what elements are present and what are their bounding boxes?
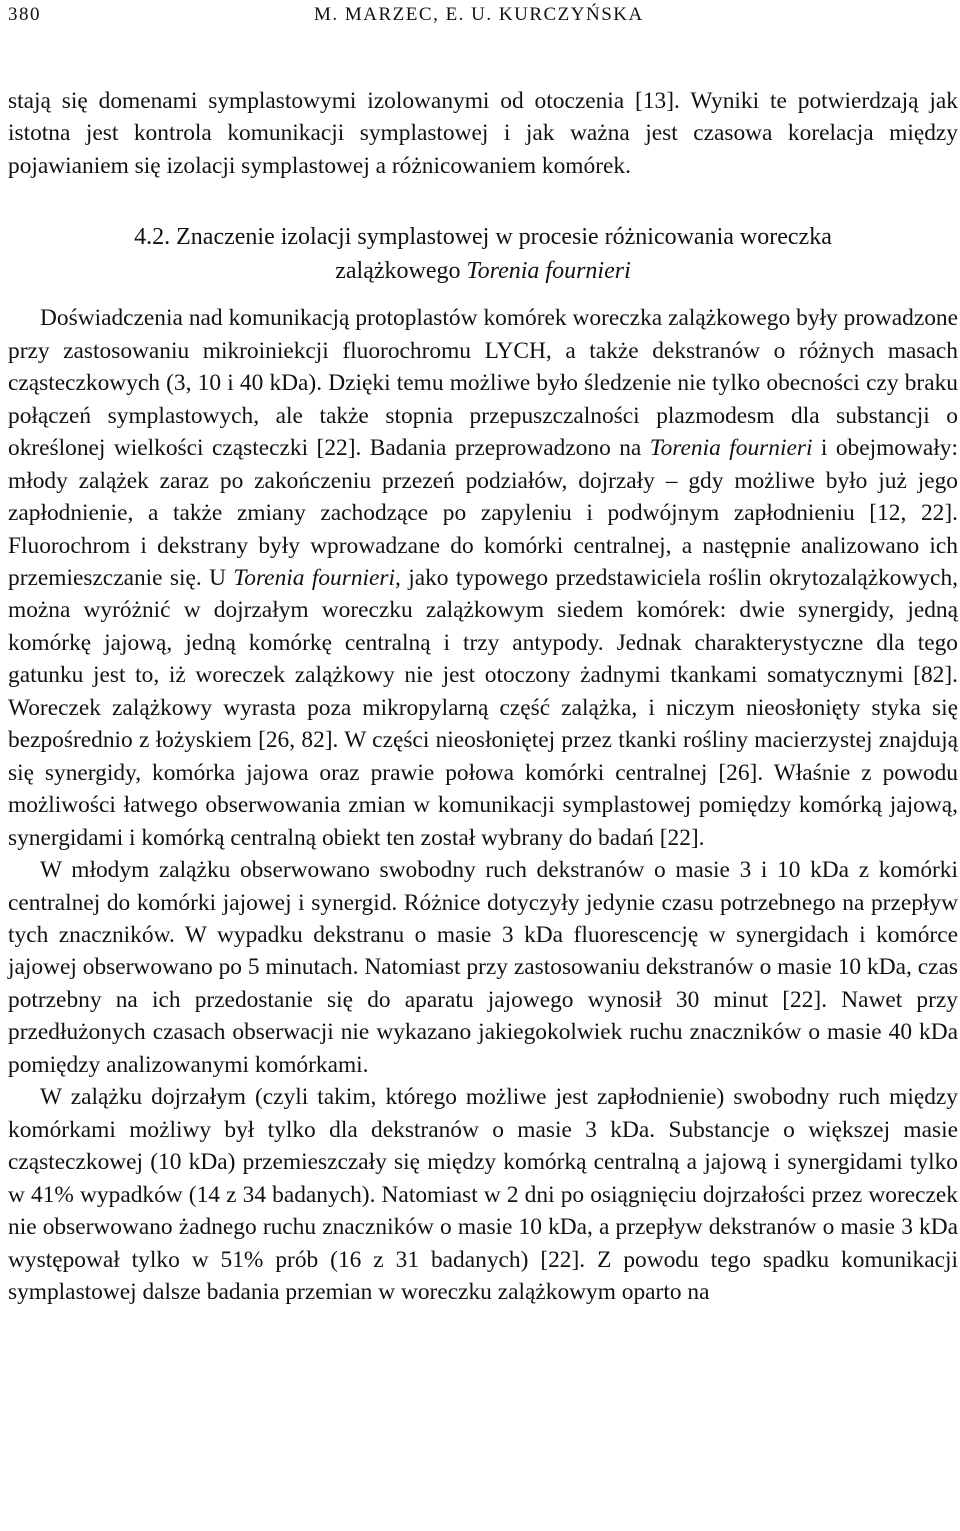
section-title-line1: Znaczenie izolacji symplastowej w procesie różnicowania woreczka [176,224,832,251]
section-heading [8,220,958,288]
paragraph-experiments-part-c: , jako typowego przedstawiciela roślin okrytozalążkowych, można wyróżnić w dojrzałym woreczku zalążkowym siedem komórek: dwie synergidy, jedną komórkę jajową, jedną komórkę centralną i trzy antypody. Jednak charakterystyczne dla tego gatunku jest to, iż woreczek zalążkowy nie jest otoczony żadnymi tkankami somatycznymi [82]. Woreczek zalążkowy wyrasta poza mikropylarną część zalążka, i niczym nieosłonięty styka się bezpośrednio z łożyskiem [26, 82]. W części nieosłoniętej przez tkanki rośliny macierzystej znajdują się synergidy, komórka jajowa oraz prawie połowa komórki centralnej [26]. Właśnie z powodu możliwości łatwego obserwowania zmian w komunikacji symplastowej pomiędzy komórką jajową, synergidami i komórką centralną obiekt ten został wybrany do badań [22]. [8,564,958,851]
running-header [8,0,958,30]
page-number: 380 [8,4,41,25]
section-title-species: Torenia fournieri [466,258,631,285]
running-title: M. MARZEC, E. U. KURCZYŃSKA [314,4,644,25]
species-name-2: Torenia fournieri [233,564,395,591]
paragraph-experiments-part-b: i obejmowały: młody zalążek zaraz po zakończeniu przezeń podziałów, dojrzały – gdy możliwe było już jego zapłodnienie, a także zmiany zachodzące po zapyleniu i podwójnym zapłodnieniu [12, 22]. Fluorochrom i dekstrany były wprowadzane do komórki centralnej, a następnie analizowano ich przemieszczanie się. U [8,435,958,591]
page [8,0,958,1308]
section-number: 4.2. [134,224,171,251]
section-title-plain: zalążkowego [335,258,461,285]
section-title-line2 [8,254,958,288]
species-name-1: Torenia fournieri [649,435,813,462]
paragraph-young-ovule: W młodym zalążku obserwowano swobodny ruch dekstranów o masie 3 i 10 kDa z komórki centralnej do komórki jajowej i synergid. Różnice dotyczyły jedynie czasu potrzebnego na przepływ tych znaczników. W wypadku dekstranu o masie 3 kDa fluorescencję w synergidach i komórce jajowej obserwowano po 5 minutach. Natomiast przy zastosowaniu dekstranów o masie 10 kDa, czas potrzebny na ich przedostanie się do aparatu jajowego wynosił 30 minut [22]. Nawet przy przedłużonych czasach obserwacji nie wykazano jakiegokolwiek ruchu znaczników o masie 40 kDa pomiędzy analizowanymi komórkami. [8,857,958,1078]
paragraph-experiments-part-a: Doświadczenia nad komunikacją protoplastów komórek woreczka zalążkowego były prowadzone przy zastosowaniu mikroiniekcji fluorochromu LYCH, a także dekstranów o różnych masach cząsteczkowych (3, 10 i 40 kDa). Dzięki temu możliwe było śledzenie nie tylko obecności czy braku połączeń symplastowych, ale także stopnia przepuszczalności plazmodesm dla substancji o określonej wielkości cząsteczki [22]. Badania przeprowadzono na [8,305,958,462]
paragraph-experiments [8,302,958,854]
paragraph-mature-ovule: W zalążku dojrzałym (czyli takim, którego możliwe jest zapłodnienie) swobodny ruch między komórkami możliwy był tylko dla dekstranów o masie 3 kDa. Substancje o większej masie cząsteczkowej (10 kDa) przemieszczały się między komórką centralną a jajową i synergidami tylko w 41% wypadków (14 z 34 badanych). Natomiast w 2 dni po osiągnięciu dojrzałości przez woreczek nie obserwowano żadnego ruchu znaczników o masie 10 kDa, a przepływ dekstranów o masie 3 kDa występował tylko w 51% prób (16 z 31 badanych) [22]. Z powodu tego spadku komunikacji symplastowej dalsze badania przemian w woreczku zalążkowym oparto na [8,1084,958,1305]
paragraph-continued: stają się domenami symplastowymi izolowanymi od otoczenia [13]. Wyniki te potwierdzają jak istotna jest kontrola komunikacji symplastowej i jak ważna jest czasowa korelacja między pojawianiem się izolacji symplastowej a różnicowaniem komórek. [8,88,958,179]
